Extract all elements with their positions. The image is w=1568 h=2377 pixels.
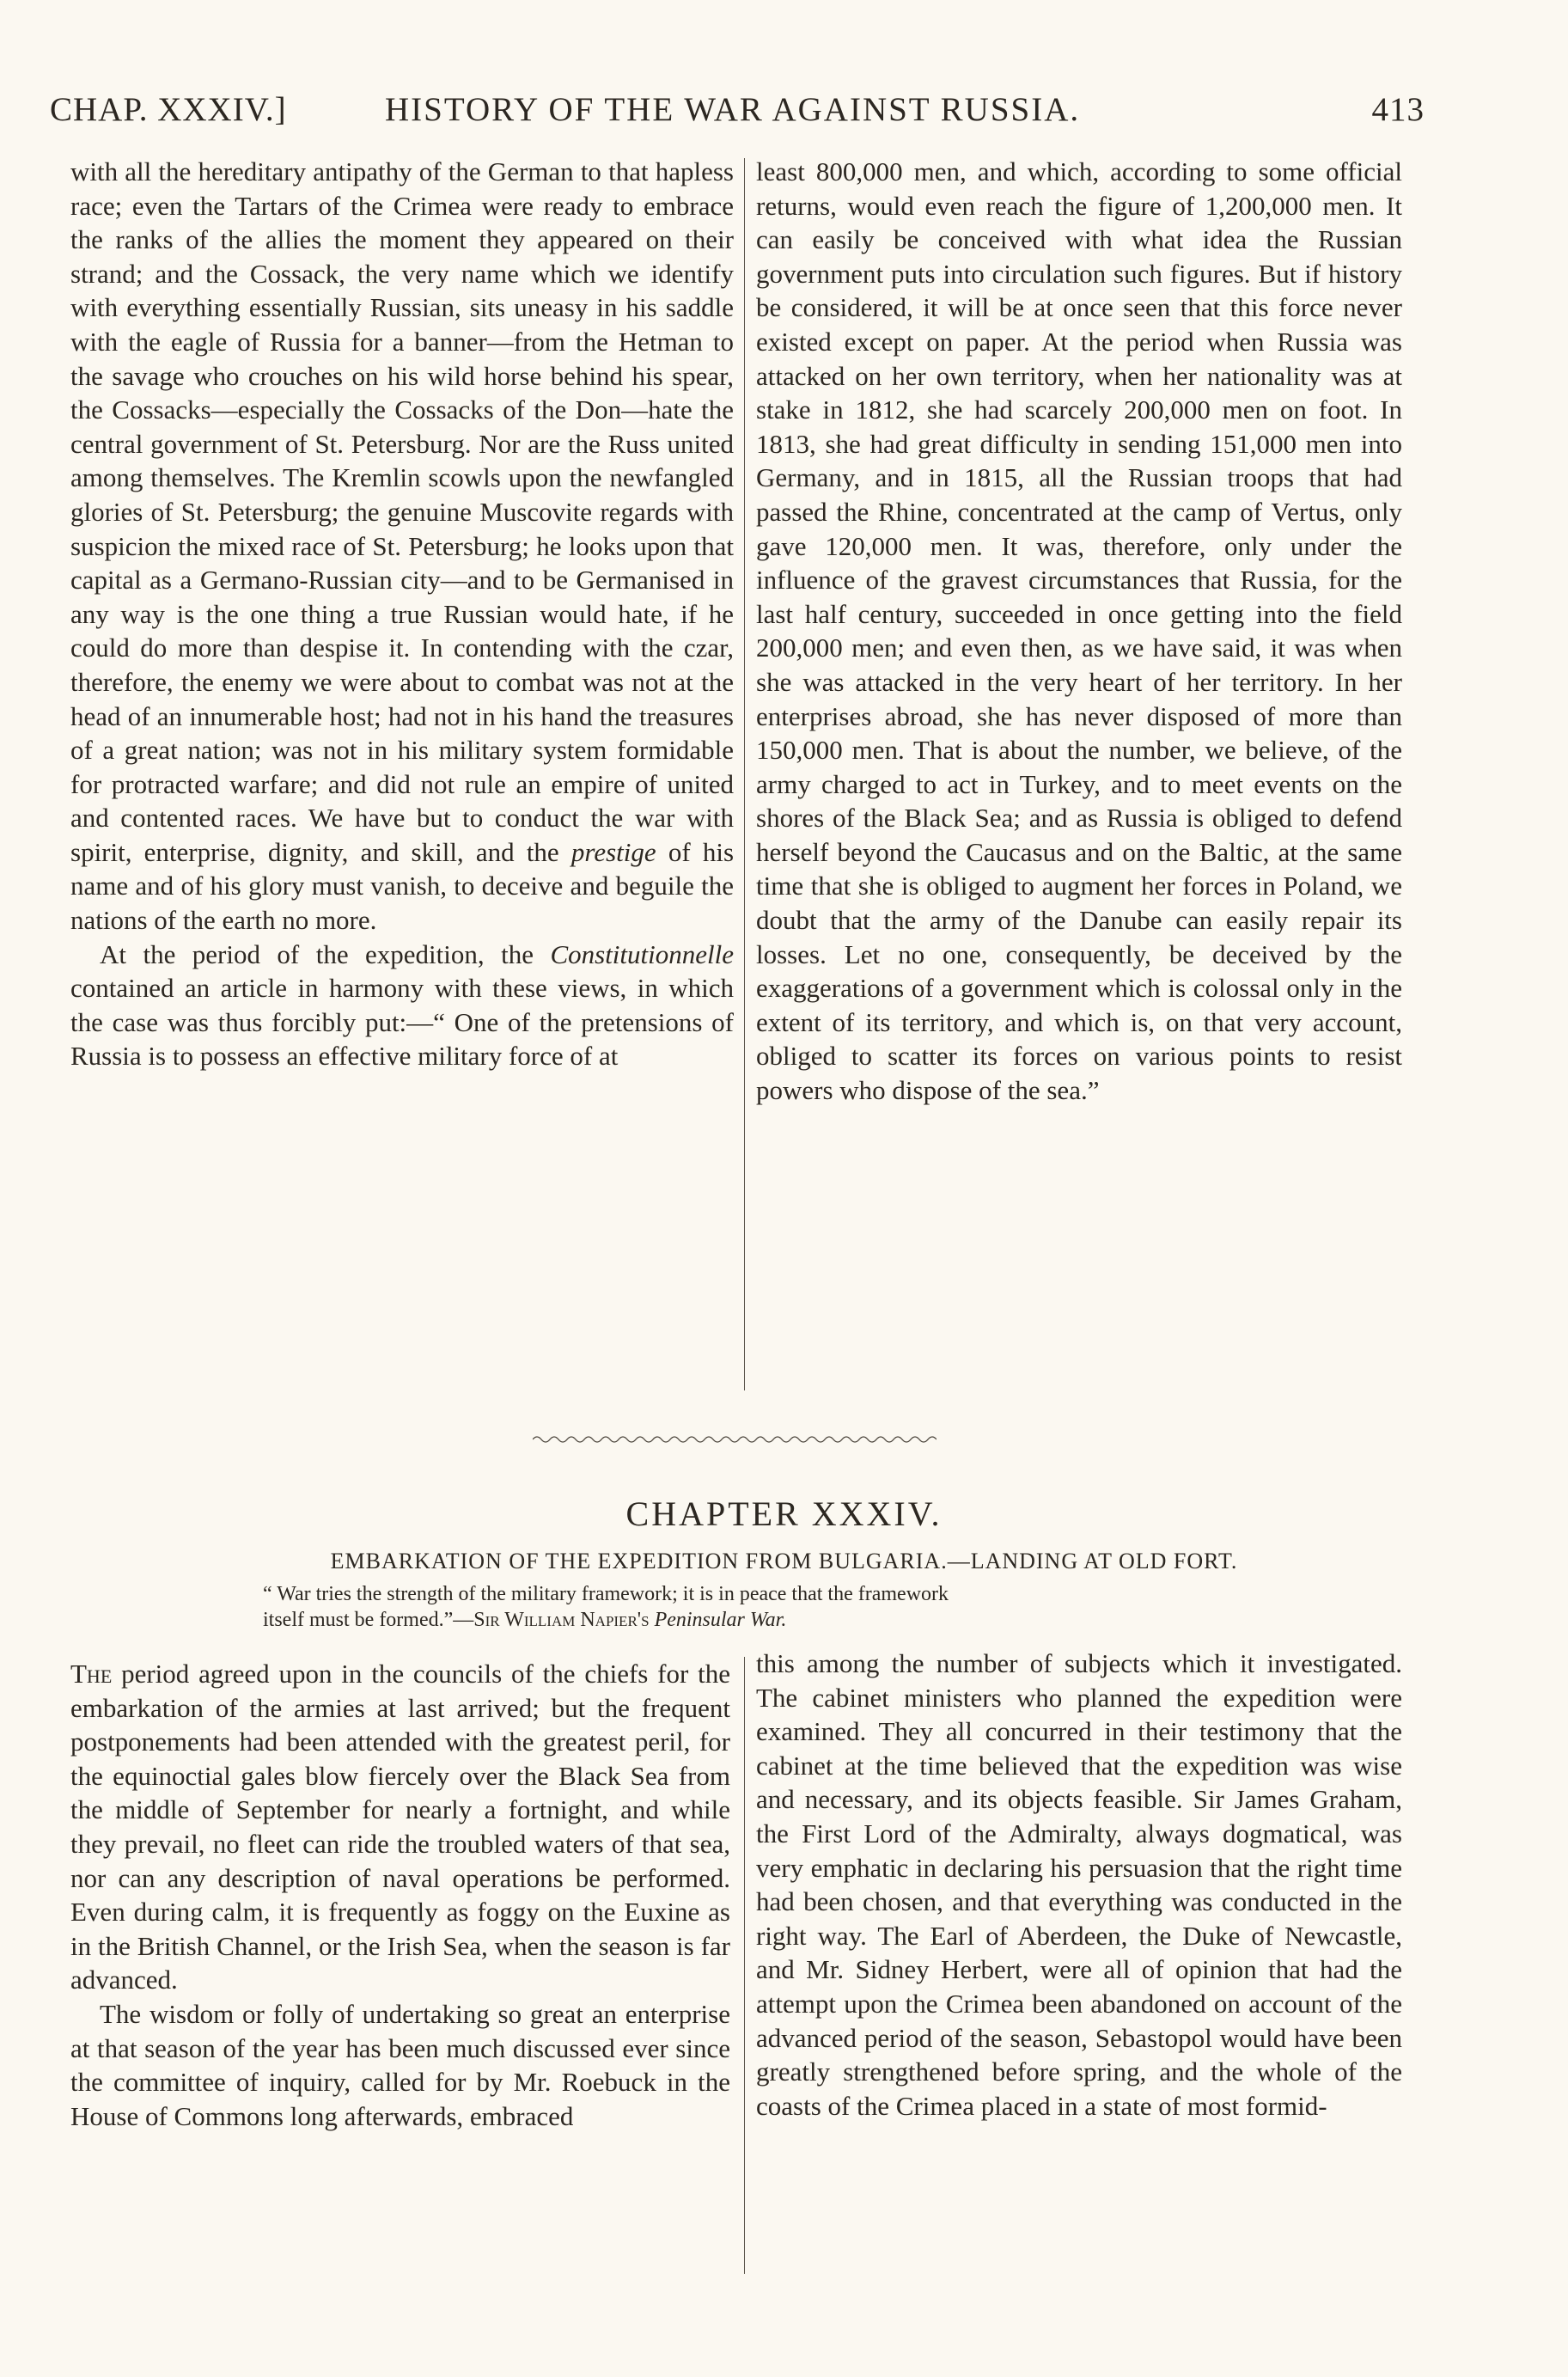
paragraph-text: period agreed upon in the councils of the chiefs for the embarkation of the armies at last arrived; but the frequent postponements had been attended with the greatest peril, for the equinoctial gales blow fiercely over the Black Sea from the middle of September for nearly a fortnight, and while they prevail, no fleet can ride the troubled waters of that sea, nor can any description of naval operations be performed. Even during calm, it is frequently as foggy on the Euxine as in the British Channel, or the Irish Sea, when the season is far advanced. (70, 1659, 730, 1995)
paragraph-text: of his name and of his glory must vanish, to deceive and beguile the nations of the earth no more. (70, 836, 735, 936)
top-left-column (70, 155, 734, 1073)
paragraph (70, 938, 734, 1073)
paragraph: The wisdom or folly of undertaking so great an enterprise at that season of the year has been much discussed ever since the committee of inquiry, called for by Mr. Roebuck in the House of Commons long afterwards, embraced (70, 1998, 730, 2131)
paragraph: this among the number of subjects which it investigated. The cabinet ministers who planned the expedition were examined. They all concurred in their testimony that the cabinet at the time believed that the expedition was wise and necessary, and its objects feasible. Sir James Graham, the First Lord of the Admiralty, always dogmatical, was very emphatic in declaring his persuasion that the right time had been chosen, and that everything was conducted in the right way. The Earl of Aberdeen, the Duke of Newcastle, and Mr. Sidney Herbert, were all of opinion that had the attempt upon the Crimea been abandoned on account of the advanced period of the season, Sebastopol would have been greatly strengthened before spring, and the whole of the coasts of the Crimea placed in a state of most formid- (756, 1648, 1402, 2121)
lead-word: The (70, 1659, 113, 1689)
chapter-subtitle: EMBARKATION OF THE EXPEDITION FROM BULGARIA.—LANDING AT OLD FORT. (330, 1549, 1238, 1573)
column-rule (744, 1657, 745, 2274)
paragraph-text: contained an article in harmony with these views, in which the case was thus forcibly put:—“ One of the pretensions of Russia is to possess an effective military force of at (70, 973, 734, 1072)
epigraph-text: itself must be formed.”— (263, 1609, 474, 1631)
chapter-ref: CHAP. XXXIV.] (50, 91, 287, 128)
epigraph-line (263, 1607, 1294, 1633)
italic-term: Constitutionnelle (550, 938, 735, 969)
bottom-left-column (70, 1657, 730, 2133)
epigraph-author: Sir William Napier's (473, 1609, 650, 1631)
top-right-column (756, 155, 1402, 1108)
paragraph (70, 1657, 730, 1997)
paragraph-text: with all the hereditary antipathy of the German to that hapless race; even the Tartars of the Crimea were ready to embrace the ranks of the allies the moment they appeared on their strand; and the Cossack, the very name which we identify with everything essentially Russian, sits uneasy in his saddle with the eagle of Russia for a banner—from the Hetman to the savage who crouches on his wild horse behind his spear, the Cossacks—especially the Cossacks of the Don—hate the central government of St. Petersburg. Nor are the Russ united among themselves. The Kremlin scowls upon the newfangled glories of St. Petersburg; the genuine Muscovite regards with suspicion the mixed race of St. Petersburg; he looks upon that capital as a Germano-Russian city—and to be Germanised in any way is the one thing a true Russian would hate, if he could do more than despise it. In contending with the czar, therefore, the enemy we were about to combat was not at the head of an innumerable host; had not in his hand the treasures of a great nation; was not in his military system formidable for protracted warfare; and did not rule an empire of united and contented races. We have but to conduct the war with spirit, enterprise, dignity, and skill, and the (70, 156, 734, 867)
paragraph: least 800,000 men, and which, according to some official returns, would even reach the figure of 1,200,000 men. It can easily be conceived with what idea the Russian government puts into circulation such figures. But if history be considered, it will be at once seen that this force never existed except on paper. At the period when Russia was attacked on her own territory, when her nationality was at stake in 1812, she had scarcely 200,000 men on foot. In 1813, she had great difficulty in sending 151,000 men into Germany, and in 1815, all the Russian troops that had passed the Rhine, concentrated at the camp of Vertus, only gave 120,000 men. It was, therefore, only under the influence of the gravest circumstances that Russia, for the last half century, succeeded in once getting into the field 200,000 men; and even then, as we have said, it was when she was attacked in the very heart of her territory. In her enterprises abroad, she has never disposed of more than 150,000 men. That is about the number, we believe, of the army charged to act in Turkey, and to meet events on the shores of the Black Sea; and as Russia is obliged to defend herself beyond the Caucasus and on the Baltic, at the same time that she is obliged to augment her forces in Poland, we doubt that the army of the Danube can easily repair its losses. Let no one, consequently, be deceived by the exaggerations of a government which is colossal only in the extent of its territory, and which is, on that very account, obliged to scatter its forces on various points to resist powers who dispose of the sea.” (756, 156, 1402, 1106)
running-title: HISTORY OF THE WAR AGAINST RUSSIA. (385, 91, 1081, 128)
bottom-right-column (756, 1647, 1402, 2123)
epigraph-work: Peninsular War. (654, 1609, 787, 1631)
paragraph (70, 155, 734, 938)
chapter-title: CHAPTER XXXIV. (625, 1494, 943, 1533)
epigraph (263, 1581, 1294, 1633)
paragraph-text: At the period of the expedition, the (100, 938, 534, 969)
column-rule (744, 158, 745, 1390)
italic-term: prestige (570, 836, 656, 867)
wavy-divider (533, 1433, 937, 1445)
page-number: 413 (1371, 91, 1425, 128)
epigraph-line: “ War tries the strength of the military framework; it is in peace that the framework (263, 1583, 949, 1605)
running-header (50, 90, 1425, 133)
